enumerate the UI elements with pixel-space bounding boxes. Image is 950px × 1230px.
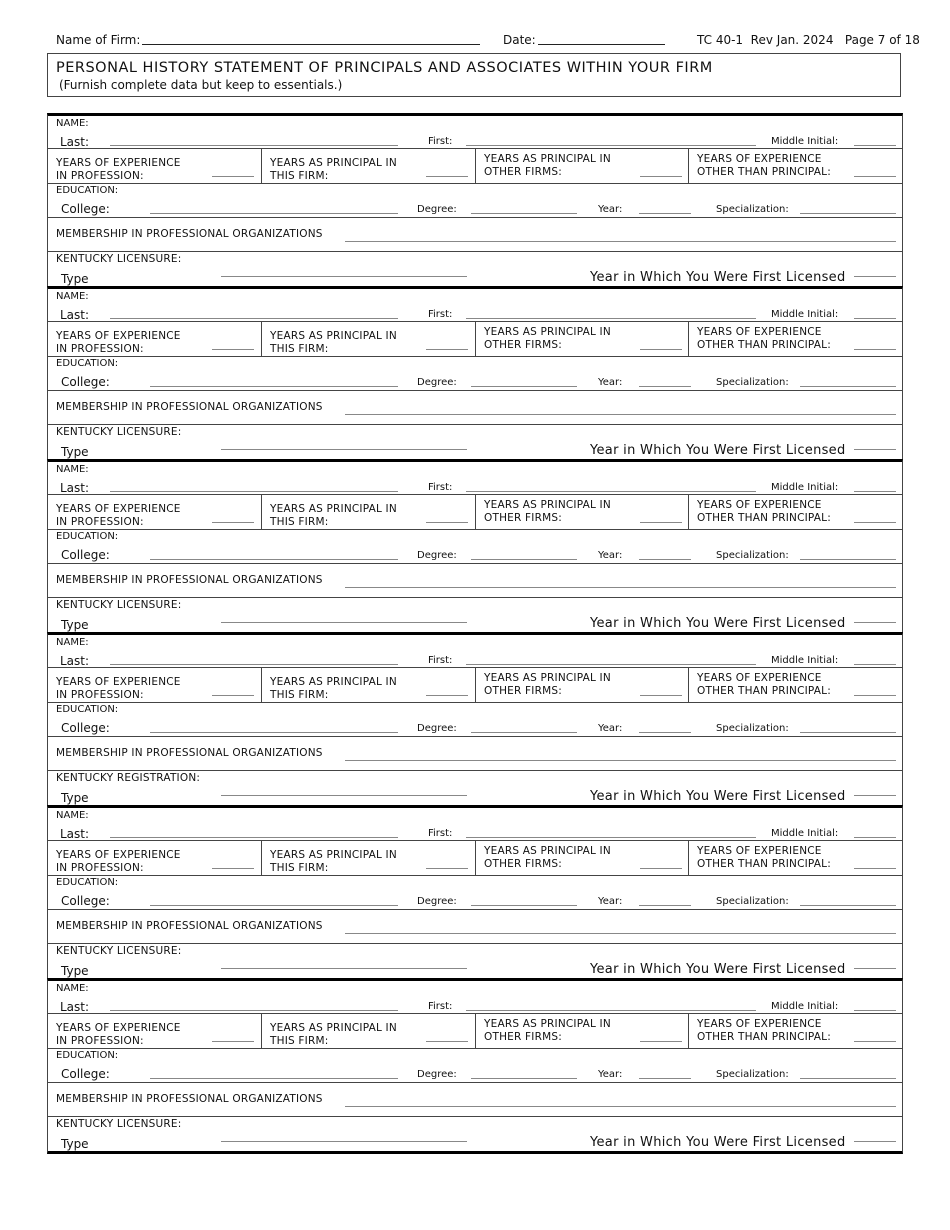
specialization-label: Specialization: xyxy=(716,204,789,215)
first-label: First: xyxy=(428,309,453,320)
years-experience-profession-input[interactable] xyxy=(212,695,254,696)
years-experience-other-label: YEARS OF EXPERIENCE OTHER THAN PRINCIPAL: xyxy=(697,1018,831,1043)
middle-initial-label: Middle Initial: xyxy=(771,1001,839,1012)
row-divider xyxy=(48,943,902,944)
middle-initial-label: Middle Initial: xyxy=(771,655,839,666)
years-principal-this-firm-label: YEARS AS PRINCIPAL IN THIS FIRM: xyxy=(270,503,397,528)
cell-divider xyxy=(688,321,689,356)
degree-input[interactable] xyxy=(471,1078,577,1079)
first-name-input[interactable] xyxy=(466,145,756,146)
college-label: College: xyxy=(61,721,110,735)
membership-label: MEMBERSHIP IN PROFESSIONAL ORGANIZATIONS xyxy=(56,401,323,413)
years-principal-this-firm-input[interactable] xyxy=(426,349,468,350)
middle-initial-input[interactable] xyxy=(854,318,896,319)
row-divider xyxy=(48,1048,902,1049)
college-label: College: xyxy=(61,894,110,908)
row-divider xyxy=(48,1082,902,1083)
years-experience-other-input[interactable] xyxy=(854,349,896,350)
first-licensed-input[interactable] xyxy=(854,968,896,969)
years-principal-other-firms-label: YEARS AS PRINCIPAL IN OTHER FIRMS: xyxy=(484,326,611,351)
years-principal-this-firm-input[interactable] xyxy=(426,695,468,696)
first-label: First: xyxy=(428,828,453,839)
first-label: First: xyxy=(428,482,453,493)
principal-section xyxy=(47,113,903,286)
first-licensed-input[interactable] xyxy=(854,1141,896,1142)
years-principal-other-firms-label: YEARS AS PRINCIPAL IN OTHER FIRMS: xyxy=(484,845,611,870)
type-label: Type xyxy=(61,272,89,286)
cell-divider xyxy=(261,1013,262,1048)
first-licensed-label: Year in Which You Were First Licensed xyxy=(590,789,846,804)
cell-divider xyxy=(688,494,689,529)
education-label: EDUCATION: xyxy=(56,185,119,196)
cell-divider xyxy=(688,148,689,183)
cell-divider xyxy=(475,667,476,702)
last-name-input[interactable] xyxy=(110,1010,398,1011)
licensure-type-input[interactable] xyxy=(221,968,467,969)
cell-divider xyxy=(475,321,476,356)
membership-label: MEMBERSHIP IN PROFESSIONAL ORGANIZATIONS xyxy=(56,920,323,932)
middle-initial-input[interactable] xyxy=(854,491,896,492)
cell-divider xyxy=(261,494,262,529)
years-experience-profession-input[interactable] xyxy=(212,349,254,350)
degree-label: Degree: xyxy=(417,723,457,734)
name-of-firm-label: Name of Firm: xyxy=(56,33,141,47)
row-divider xyxy=(48,875,902,876)
form-id: TC 40-1 Rev Jan. 2024 Page 7 of 18 xyxy=(697,33,920,47)
college-label: College: xyxy=(61,1067,110,1081)
years-principal-other-firms-label: YEARS AS PRINCIPAL IN OTHER FIRMS: xyxy=(484,672,611,697)
membership-label: MEMBERSHIP IN PROFESSIONAL ORGANIZATIONS xyxy=(56,574,323,586)
licensure-label: KENTUCKY REGISTRATION: xyxy=(56,772,201,784)
cell-divider xyxy=(475,494,476,529)
principal-section xyxy=(47,805,903,978)
row-divider xyxy=(48,390,902,391)
years-principal-other-firms-label: YEARS AS PRINCIPAL IN OTHER FIRMS: xyxy=(484,153,611,178)
row-divider xyxy=(48,356,902,357)
education-label: EDUCATION: xyxy=(56,358,119,369)
row-divider xyxy=(48,529,902,530)
college-input[interactable] xyxy=(150,386,398,387)
degree-label: Degree: xyxy=(417,1069,457,1080)
principal-section xyxy=(47,459,903,632)
middle-initial-label: Middle Initial: xyxy=(771,309,839,320)
last-label: Last: xyxy=(60,135,90,149)
type-label: Type xyxy=(61,445,89,459)
specialization-label: Specialization: xyxy=(716,723,789,734)
college-input[interactable] xyxy=(150,905,398,906)
years-principal-other-firms-label: YEARS AS PRINCIPAL IN OTHER FIRMS: xyxy=(484,499,611,524)
years-experience-other-input[interactable] xyxy=(854,695,896,696)
first-licensed-input[interactable] xyxy=(854,276,896,277)
years-principal-other-firms-input[interactable] xyxy=(640,176,682,177)
membership-input[interactable] xyxy=(345,760,896,761)
principal-section xyxy=(47,632,903,805)
cell-divider xyxy=(475,840,476,875)
years-principal-this-firm-input[interactable] xyxy=(426,868,468,869)
year-label: Year: xyxy=(598,896,623,907)
first-label: First: xyxy=(428,136,453,147)
type-label: Type xyxy=(61,964,89,978)
principal-section xyxy=(47,978,903,1154)
last-name-input[interactable] xyxy=(110,491,398,492)
licensure-label: KENTUCKY LICENSURE: xyxy=(56,1118,182,1130)
name-label: NAME: xyxy=(56,810,89,821)
type-label: Type xyxy=(61,1137,89,1151)
licensure-type-input[interactable] xyxy=(221,622,467,623)
membership-input[interactable] xyxy=(345,241,896,242)
membership-label: MEMBERSHIP IN PROFESSIONAL ORGANIZATIONS xyxy=(56,1093,323,1105)
licensure-label: KENTUCKY LICENSURE: xyxy=(56,426,182,438)
cell-divider xyxy=(261,667,262,702)
row-divider xyxy=(48,251,902,252)
years-experience-other-label: YEARS OF EXPERIENCE OTHER THAN PRINCIPAL: xyxy=(697,845,831,870)
year-input[interactable] xyxy=(639,1078,691,1079)
last-label: Last: xyxy=(60,308,90,322)
specialization-input[interactable] xyxy=(800,386,896,387)
years-experience-other-label: YEARS OF EXPERIENCE OTHER THAN PRINCIPAL: xyxy=(697,153,831,178)
first-name-input[interactable] xyxy=(466,1010,756,1011)
year-input[interactable] xyxy=(639,213,691,214)
year-label: Year: xyxy=(598,550,623,561)
last-label: Last: xyxy=(60,827,90,841)
years-experience-other-input[interactable] xyxy=(854,522,896,523)
type-label: Type xyxy=(61,618,89,632)
first-label: First: xyxy=(428,1001,453,1012)
education-label: EDUCATION: xyxy=(56,704,119,715)
licensure-label: KENTUCKY LICENSURE: xyxy=(56,599,182,611)
year-label: Year: xyxy=(598,1069,623,1080)
year-label: Year: xyxy=(598,377,623,388)
education-label: EDUCATION: xyxy=(56,1050,119,1061)
specialization-input[interactable] xyxy=(800,905,896,906)
degree-input[interactable] xyxy=(471,386,577,387)
middle-initial-input[interactable] xyxy=(854,664,896,665)
degree-label: Degree: xyxy=(417,896,457,907)
years-experience-profession-label: YEARS OF EXPERIENCE IN PROFESSION: xyxy=(56,1022,181,1047)
row-divider xyxy=(48,702,902,703)
years-principal-other-firms-input[interactable] xyxy=(640,868,682,869)
date-input[interactable] xyxy=(538,44,665,45)
years-principal-this-firm-input[interactable] xyxy=(426,1041,468,1042)
cell-divider xyxy=(688,667,689,702)
row-divider xyxy=(48,563,902,564)
first-label: First: xyxy=(428,655,453,666)
specialization-label: Specialization: xyxy=(716,550,789,561)
middle-initial-input[interactable] xyxy=(854,837,896,838)
degree-input[interactable] xyxy=(471,905,577,906)
years-principal-other-firms-input[interactable] xyxy=(640,349,682,350)
year-label: Year: xyxy=(598,723,623,734)
years-experience-other-label: YEARS OF EXPERIENCE OTHER THAN PRINCIPAL: xyxy=(697,672,831,697)
cell-divider xyxy=(688,840,689,875)
licensure-label: KENTUCKY LICENSURE: xyxy=(56,945,182,957)
last-name-input[interactable] xyxy=(110,318,398,319)
years-principal-this-firm-label: YEARS AS PRINCIPAL IN THIS FIRM: xyxy=(270,330,397,355)
college-label: College: xyxy=(61,375,110,389)
first-licensed-label: Year in Which You Were First Licensed xyxy=(590,1135,846,1150)
years-experience-profession-input[interactable] xyxy=(212,522,254,523)
education-label: EDUCATION: xyxy=(56,531,119,542)
degree-input[interactable] xyxy=(471,559,577,560)
years-principal-other-firms-input[interactable] xyxy=(640,522,682,523)
middle-initial-label: Middle Initial: xyxy=(771,828,839,839)
name-label: NAME: xyxy=(56,291,89,302)
years-experience-other-input[interactable] xyxy=(854,176,896,177)
middle-initial-label: Middle Initial: xyxy=(771,136,839,147)
specialization-input[interactable] xyxy=(800,213,896,214)
middle-initial-input[interactable] xyxy=(854,145,896,146)
degree-label: Degree: xyxy=(417,377,457,388)
row-divider xyxy=(48,736,902,737)
degree-input[interactable] xyxy=(471,213,577,214)
row-divider xyxy=(48,217,902,218)
years-principal-this-firm-input[interactable] xyxy=(426,176,468,177)
first-licensed-label: Year in Which You Were First Licensed xyxy=(590,443,846,458)
specialization-input[interactable] xyxy=(800,1078,896,1079)
last-label: Last: xyxy=(60,654,90,668)
specialization-label: Specialization: xyxy=(716,377,789,388)
specialization-input[interactable] xyxy=(800,559,896,560)
years-experience-profession-label: YEARS OF EXPERIENCE IN PROFESSION: xyxy=(56,676,181,701)
years-experience-other-input[interactable] xyxy=(854,868,896,869)
years-experience-profession-label: YEARS OF EXPERIENCE IN PROFESSION: xyxy=(56,157,181,182)
college-input[interactable] xyxy=(150,559,398,560)
licensure-type-input[interactable] xyxy=(221,795,467,796)
row-divider xyxy=(48,770,902,771)
college-label: College: xyxy=(61,548,110,562)
principal-section xyxy=(47,286,903,459)
last-name-input[interactable] xyxy=(110,664,398,665)
page-title: PERSONAL HISTORY STATEMENT OF PRINCIPALS AND ASSOCIATES WITHIN YOUR FIRM xyxy=(56,60,713,76)
degree-label: Degree: xyxy=(417,204,457,215)
cell-divider xyxy=(261,148,262,183)
licensure-type-input[interactable] xyxy=(221,276,467,277)
membership-input[interactable] xyxy=(345,587,896,588)
years-principal-other-firms-input[interactable] xyxy=(640,1041,682,1042)
years-principal-this-firm-label: YEARS AS PRINCIPAL IN THIS FIRM: xyxy=(270,676,397,701)
first-name-input[interactable] xyxy=(466,837,756,838)
cell-divider xyxy=(475,148,476,183)
licensure-type-input[interactable] xyxy=(221,449,467,450)
licensure-label: KENTUCKY LICENSURE: xyxy=(56,253,182,265)
name-label: NAME: xyxy=(56,637,89,648)
years-experience-profession-label: YEARS OF EXPERIENCE IN PROFESSION: xyxy=(56,503,181,528)
last-label: Last: xyxy=(60,481,90,495)
middle-initial-input[interactable] xyxy=(854,1010,896,1011)
last-label: Last: xyxy=(60,1000,90,1014)
years-experience-profession-input[interactable] xyxy=(212,868,254,869)
row-divider xyxy=(48,597,902,598)
first-licensed-label: Year in Which You Were First Licensed xyxy=(590,616,846,631)
middle-initial-label: Middle Initial: xyxy=(771,482,839,493)
membership-label: MEMBERSHIP IN PROFESSIONAL ORGANIZATIONS xyxy=(56,228,323,240)
first-name-input[interactable] xyxy=(466,491,756,492)
page-subtitle: (Furnish complete data but keep to essentials.) xyxy=(59,78,343,92)
cell-divider xyxy=(475,1013,476,1048)
cell-divider xyxy=(261,321,262,356)
first-licensed-input[interactable] xyxy=(854,795,896,796)
year-label: Year: xyxy=(598,204,623,215)
last-name-input[interactable] xyxy=(110,837,398,838)
years-principal-this-firm-label: YEARS AS PRINCIPAL IN THIS FIRM: xyxy=(270,849,397,874)
year-input[interactable] xyxy=(639,905,691,906)
specialization-input[interactable] xyxy=(800,732,896,733)
years-experience-other-label: YEARS OF EXPERIENCE OTHER THAN PRINCIPAL: xyxy=(697,499,831,524)
years-principal-this-firm-label: YEARS AS PRINCIPAL IN THIS FIRM: xyxy=(270,1022,397,1047)
specialization-label: Specialization: xyxy=(716,896,789,907)
education-label: EDUCATION: xyxy=(56,877,119,888)
years-principal-other-firms-input[interactable] xyxy=(640,695,682,696)
college-input[interactable] xyxy=(150,1078,398,1079)
years-experience-profession-input[interactable] xyxy=(212,176,254,177)
name-label: NAME: xyxy=(56,464,89,475)
year-input[interactable] xyxy=(639,732,691,733)
college-label: College: xyxy=(61,202,110,216)
licensure-type-input[interactable] xyxy=(221,1141,467,1142)
title-box xyxy=(47,53,901,97)
years-principal-other-firms-label: YEARS AS PRINCIPAL IN OTHER FIRMS: xyxy=(484,1018,611,1043)
degree-input[interactable] xyxy=(471,732,577,733)
years-experience-profession-label: YEARS OF EXPERIENCE IN PROFESSION: xyxy=(56,849,181,874)
degree-label: Degree: xyxy=(417,550,457,561)
specialization-label: Specialization: xyxy=(716,1069,789,1080)
row-divider xyxy=(48,1116,902,1117)
name-label: NAME: xyxy=(56,983,89,994)
date-label: Date: xyxy=(503,33,536,47)
row-divider xyxy=(48,909,902,910)
year-input[interactable] xyxy=(639,386,691,387)
membership-input[interactable] xyxy=(345,933,896,934)
membership-input[interactable] xyxy=(345,1106,896,1107)
college-input[interactable] xyxy=(150,213,398,214)
years-experience-other-input[interactable] xyxy=(854,1041,896,1042)
year-input[interactable] xyxy=(639,559,691,560)
years-experience-other-label: YEARS OF EXPERIENCE OTHER THAN PRINCIPAL: xyxy=(697,326,831,351)
years-experience-profession-input[interactable] xyxy=(212,1041,254,1042)
membership-input[interactable] xyxy=(345,414,896,415)
college-input[interactable] xyxy=(150,732,398,733)
first-licensed-input[interactable] xyxy=(854,622,896,623)
name-of-firm-input[interactable] xyxy=(142,44,480,45)
first-licensed-label: Year in Which You Were First Licensed xyxy=(590,962,846,977)
years-experience-profession-label: YEARS OF EXPERIENCE IN PROFESSION: xyxy=(56,330,181,355)
first-licensed-input[interactable] xyxy=(854,449,896,450)
membership-label: MEMBERSHIP IN PROFESSIONAL ORGANIZATIONS xyxy=(56,747,323,759)
cell-divider xyxy=(261,840,262,875)
type-label: Type xyxy=(61,791,89,805)
row-divider xyxy=(48,183,902,184)
years-principal-this-firm-input[interactable] xyxy=(426,522,468,523)
last-name-input[interactable] xyxy=(110,145,398,146)
first-licensed-label: Year in Which You Were First Licensed xyxy=(590,270,846,285)
row-divider xyxy=(48,424,902,425)
years-principal-this-firm-label: YEARS AS PRINCIPAL IN THIS FIRM: xyxy=(270,157,397,182)
name-label: NAME: xyxy=(56,118,89,129)
cell-divider xyxy=(688,1013,689,1048)
first-name-input[interactable] xyxy=(466,664,756,665)
first-name-input[interactable] xyxy=(466,318,756,319)
